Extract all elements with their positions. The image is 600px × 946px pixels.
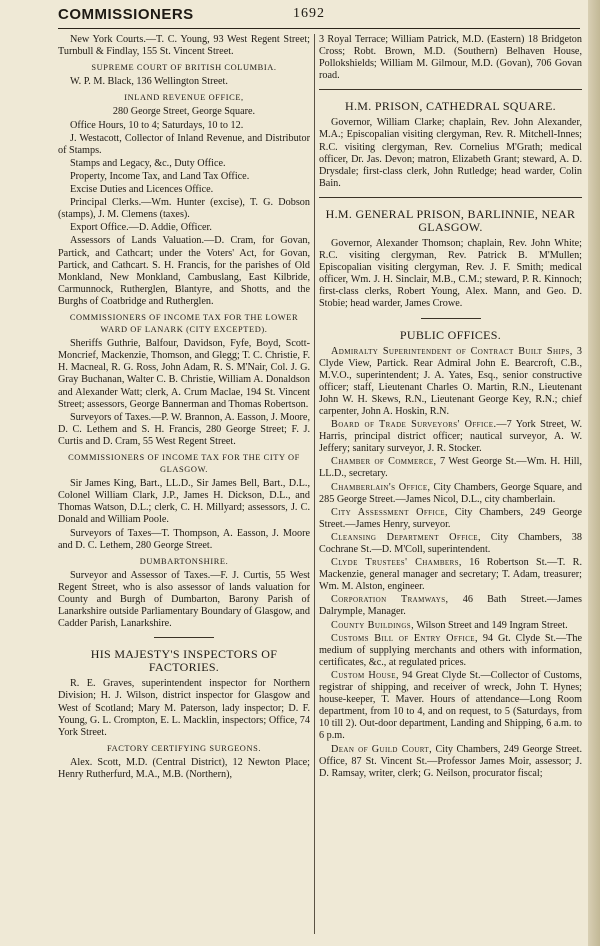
subheading: SUPREME COURT OF BRITISH COLUMBIA. (91, 63, 277, 73)
entry-text: 7 West George St.—Wm. H. Hill, LL.D., secretary. (319, 456, 582, 480)
page-header (58, 6, 578, 26)
paragraph: Export Office.—D. Addie, Officer. (70, 222, 212, 234)
paragraph: R. E. Graves, superintendent inspector for Northern Division; H. J. Wilson, district inspector for Glasgow and West of Scotland; Mary M. Paterson, lady inspector; D. F. Young, G. L. Crompton, E. L. Macklin, inspectors; Office, 74 York Street. (58, 678, 310, 738)
entry-name: Dean of Guild Court, (331, 743, 433, 755)
paragraph: 3 Royal Terrace; William Patrick, M.D. (Eastern) 18 Bridgeton Cross; Robt. Brown, M.D. (Southern) Belhaven House, Pollokshields; William M. Gilmour, M.D. (Govan), 706 Govan road. (319, 34, 582, 82)
paragraph: Stamps and Legacy, &c., Duty Office. (70, 157, 226, 169)
entry-text: —7 York Street, W. Harris, principal district officer; nautical surveyor, A. W. Jeffery; sanitary surveyor, J. R. Stocker. (319, 419, 582, 455)
column-divider (314, 34, 315, 934)
right-column (319, 34, 582, 781)
entry-name: Custom House, (331, 669, 399, 681)
paragraph: Surveyors of Taxes—T. Thompson, A. Easson, J. Moore and D. C. Lethem, 280 George Street. (58, 527, 310, 551)
paragraph: Principal Clerks.—Wm. Hunter (excise), T. G. Dobson (stamps), J. M. Clemens (taxes). (58, 197, 310, 221)
page-number: 1692 (293, 6, 325, 21)
paragraph: Property, Income Tax, and Land Tax Office. (70, 170, 250, 182)
entry-text: 3 Clyde View, Partick. Rear Admiral John E. Bearcroft, C.B., M.V.O., superintendent; J. A. Yates, Esq., senior constructive officer; staff, Lieutenant Charles O. Martin, R.N., Lieutenant John W. H. Skews, R.N., Lieutenant George Key, R.N.; chief carpenter, John A. Hoskin, R.N. (319, 345, 583, 417)
entry (319, 620, 582, 632)
paragraph: Alex. Scott, M.D. (Central District), 12 Newton Place; Henry Rutherfurd, M.A., M.B. (Northern), (58, 756, 310, 780)
paragraph: 280 George Street, George Square. (112, 106, 256, 118)
paragraph: J. Westacott, Collector of Inland Revenue, and Distributor of Stamps. (58, 132, 310, 156)
paragraph: Surveyor and Assessor of Taxes.—F. J. Curtis, 55 West Regent Street, who is also assessor of lands valuation for County and Burgh of Dumbarton, Barony Parish of Lanarkshire outside Parliamentary Boundary of Glasgow, and Cadder Parish, Lanarkshire. (58, 569, 310, 630)
paragraph: Sir James King, Bart., LL.D., Sir James Bell, Bart., D.L., Colonel William Clark, J.P., James H. Dickson, D.L., and Thomas Watson, D.L.; clerk, C. H. Millyard; assessors, J. C. Donald and William Poole. (58, 478, 310, 526)
section-divider (421, 318, 481, 319)
entry (319, 456, 582, 480)
entry-name: County Buildings, (331, 619, 415, 631)
entry (319, 594, 582, 618)
entry-text: 94 Gt. Clyde St.—The medium of supplying merchants and others with information, certificates, &c., at regulated prices. (319, 632, 583, 668)
entry-text: City Chambers, 249 George Street. Office, 87 St. Vincent St.—Professor James Moir, assessor; J. D. Ramsay, writer, clerk; G. Neilson, procurator fiscal; (319, 743, 582, 779)
entry (319, 670, 582, 743)
adjacent-page-edge (588, 0, 600, 946)
entry (319, 744, 582, 780)
subheading: COMMISSIONERS OF INCOME TAX FOR THE CITY OF GLASGOW. (68, 453, 300, 475)
entry (319, 532, 582, 556)
entry-name: Chamber of Commerce, (331, 456, 437, 468)
paragraph: Sheriffs Guthrie, Balfour, Davidson, Fyfe, Boyd, Scott-Moncrief, Mackenzie, Thomson, and Glegg; T. C. Christie, F. H. Macneal, R. G. Ross, John Adam, R. S. M'Nair, Col. J. G. Gray Buchanan, Walter C. B. Christie, William A. Donaldson and Alexander Watt; clerk, A. Crum Maclae, 194 St. Vincent Street; assessors, George Bannerman and Thomas Robertson. (58, 338, 310, 410)
entry-name: Board of Trade Surveyors' Office. (331, 419, 497, 431)
subheading: INLAND REVENUE OFFICE, (124, 93, 244, 103)
section-heading: HIS MAJESTY'S INSPECTORS OF FACTORIES. (90, 647, 278, 675)
paragraph: Governor, Alexander Thomson; chaplain, Rev. John White; R.C. visiting clergyman, Rev. Patrick B. M'Mullen; Episcopalian visiting clergyman, Rev. J. F. Smith; medical officer, Wm. J. H. Sinclair, M.B., C.M.; steward, P. R. Kinnoch; first-class clerks, Robert Young, Alex. Mann, and Geo. D. Stobie; head warder, James Crowe. (319, 237, 582, 310)
entry (319, 482, 582, 506)
paragraph: Surveyors of Taxes.—P. W. Brannon, A. Easson, J. Moore, D. C. Lethem and S. H. Francis, 280 George Street; F. J. Curtis and D. Cram, 55 West Regent Street. (58, 411, 310, 447)
entry (319, 507, 582, 531)
paragraph: Excise Duties and Licences Office. (70, 184, 214, 196)
entry-text: Wilson Street and 149 Ingram Street. (414, 619, 568, 631)
entry-name: Cleansing Department Office, (331, 531, 481, 543)
paragraph: New York Courts.—T. C. Young, 93 West Regent Street; Turnbull & Findlay, 155 St. Vincent Street. (58, 34, 310, 58)
section-divider (319, 197, 582, 198)
entry-text: 46 Bath Street.—James Dalrymple, Manager. (319, 594, 583, 618)
running-head: COMMISSIONERS (58, 6, 194, 23)
paragraph: Governor, William Clarke; chaplain, Rev. John Alexander, M.A.; Episcopalian visiting clergyman, Rev. R. Mitchell-Innes; R.C. visiting clergyman, Rev. Cornelius M'Grath; medical officer, Dr. Jas. Devon; matron, Elizabeth Grant; steward, A. D. Drysdale; first-class clerk, John Rutledge; head warder, Colin Bain. (319, 117, 582, 189)
subheading: FACTORY CERTIFYING SURGEONS. (106, 743, 262, 753)
section-divider (319, 89, 582, 90)
entry (319, 633, 582, 669)
entry-name: Clyde Trustees' Chambers, (331, 557, 462, 569)
header-rule (58, 28, 580, 29)
entry (319, 557, 582, 593)
subheading: DUMBARTONSHIRE. (139, 556, 229, 566)
paragraph: W. P. M. Black, 136 Wellington Street. (70, 76, 228, 88)
entry-name: Customs Bill of Entry Office, (331, 632, 478, 644)
section-heading: H.M. GENERAL PRISON, BARLINNIE, NEAR GLASGOW. (325, 206, 576, 234)
entry-text: 94 Great Clyde St.—Collector of Customs, registrar of shipping, and receiver of wreck, John T. Hynes; house-keeper, T. Maver. Hours of attendance—Long Room department, from 10 to 4, and on request, to 5 (Saturdays, from 10 till 2). Out-door department, Landing and Shipping, 6 a.m. to 6 p.m. (319, 669, 582, 742)
section-heading: H.M. PRISON, CATHEDRAL SQUARE. (345, 99, 556, 114)
entry-text: City Chambers, 38 Cochrane St.—D. M'Coll, superintendent. (319, 531, 582, 555)
paragraph: Assessors of Lands Valuation.—D. Cram, for Govan, Partick, and Cathcart; under the Voters' Act, for Govan, Partick, and Cathcart. S. H. Francis, for the parishes of Old Monkland, New Monkland, Cambuslang, East Kilbride, Carmunnock, Rutherglen, Blantyre, and Shotts, and the Burghs of Coatbridge and Rutherglen. (58, 235, 310, 307)
entry-name: Chamberlain's Office, (331, 481, 431, 493)
entry (319, 346, 582, 419)
entry (319, 419, 582, 455)
entry-text: City Chambers, George Square, and 285 George Street.—James Nicol, D.L., city chamberlain. (319, 481, 583, 505)
left-column (58, 34, 310, 782)
entry-name: Corporation Tramways, (331, 594, 449, 606)
entry-text: City Chambers, 249 George Street.—James Henry, surveyor. (319, 506, 582, 530)
entry-name: Admiralty Superintendent of Contract Built Ships, (331, 345, 573, 357)
paragraph: Office Hours, 10 to 4; Saturdays, 10 to 12. (70, 119, 244, 131)
entry-text: 16 Robertson St.—T. R. Mackenzie, general manager and secretary; T. Adam, treasurer; Wm. M. Alston, engineer. (319, 557, 583, 593)
entry-name: City Assessment Office, (331, 506, 448, 518)
section-heading: PUBLIC OFFICES. (399, 327, 502, 342)
subheading: COMMISSIONERS OF INCOME TAX FOR THE LOWER WARD OF LANARK (CITY EXCEPTED). (69, 312, 299, 335)
section-divider (154, 637, 214, 638)
